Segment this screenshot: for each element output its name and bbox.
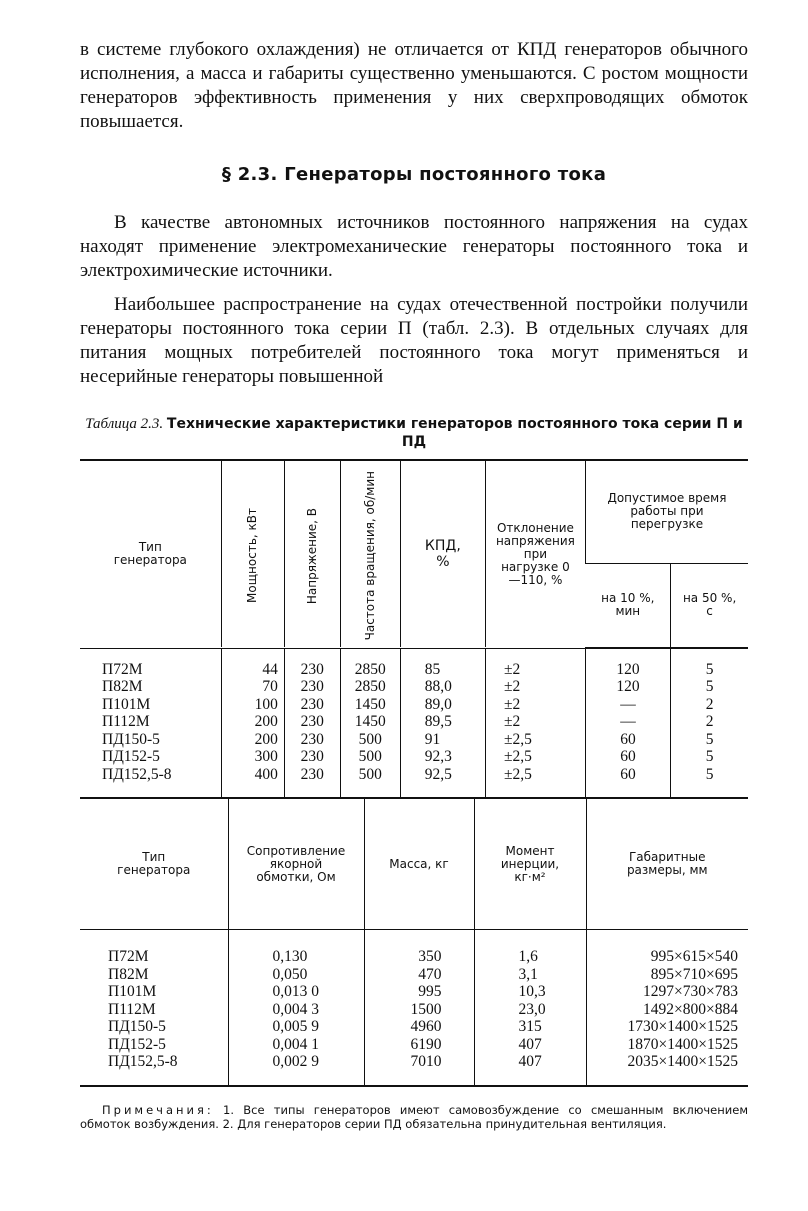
table-1-body <box>80 648 748 798</box>
t1-overload-10-cell: 120 <box>616 678 640 696</box>
t1-voltage-cell: 230 <box>300 713 324 731</box>
t1-type-cell: П112М <box>102 713 150 731</box>
col-type <box>80 648 221 798</box>
t1-efficiency-cell: 89,5 <box>424 713 452 731</box>
th-power: Мощность, кВт <box>221 460 284 647</box>
col-overload-10 <box>585 648 670 798</box>
table-caption <box>80 415 748 451</box>
t1-type-cell: ПД152-5 <box>102 748 160 766</box>
table-2-body <box>80 930 748 1086</box>
t2-resistance-cell: 0,004 1 <box>272 1035 319 1053</box>
t2-dimensions-cell: 2035×1400×1525 <box>627 1053 738 1071</box>
specs-table-1 <box>80 459 748 799</box>
t2-type-cell: П82М <box>108 965 149 983</box>
t1-overload-10-cell: 60 <box>620 765 636 783</box>
t2-mass-cell: 995 <box>418 983 442 1001</box>
th2-mass: Масса, кг <box>364 799 474 930</box>
t2-resistance-cell: 0,050 <box>272 965 308 983</box>
t1-voltage-cell: 230 <box>300 730 324 748</box>
t1-deviation-cell: ±2 <box>503 695 521 713</box>
intro-paragraph: в системе глубокого охлаждения) не отличается от КПД генераторов обычного исполнения, а масса и габариты существенно уменьшаются. С ростом мощности генераторов эффективность применения у них сверхпроводящих обмоток повышается. <box>80 39 748 132</box>
t1-power-cell: 200 <box>254 730 278 748</box>
t1-efficiency-cell: 92,5 <box>424 765 452 783</box>
t1-overload-50-cell: 5 <box>705 748 714 766</box>
note-label: Примечания: <box>102 1102 214 1117</box>
t1-voltage-cell: 230 <box>300 678 324 696</box>
t1-deviation-cell: ±2,5 <box>503 730 532 748</box>
th2-inertia: Момент инерции, кг·м² <box>474 799 586 930</box>
t2-dimensions-cell: 895×710×695 <box>650 965 738 983</box>
th-deviation: Отклонение напряжения при нагрузке 0—110, % <box>485 460 585 647</box>
note-text: 1. Все типы генераторов имеют самовозбуждение со смешанным включением обмоток возбуждения. 2. Для генераторов серии ПД обязательна принудительная вентиляция. <box>80 1102 748 1131</box>
table-note <box>80 1103 748 1131</box>
t2-dimensions-cell: 995×615×540 <box>650 948 738 966</box>
col-speed <box>340 648 400 798</box>
t2-dimensions-cell: 1492×800×884 <box>643 1000 738 1018</box>
t1-voltage-cell: 230 <box>300 695 324 713</box>
th2-dimensions: Габаритные размеры, мм <box>586 799 748 930</box>
t2-type-cell: ПД152,5-8 <box>108 1053 178 1071</box>
t1-efficiency-cell: 91 <box>424 730 441 748</box>
col-overload-50 <box>671 648 748 798</box>
t1-type-cell: П82М <box>102 678 143 696</box>
t2-mass-cell: 1500 <box>410 1000 442 1018</box>
col2-inertia <box>474 930 586 1086</box>
t1-efficiency-cell: 85 <box>424 660 441 678</box>
t1-power-cell: 44 <box>262 660 278 678</box>
t1-overload-10-cell: — <box>620 713 636 731</box>
t2-resistance-cell: 0,130 <box>272 948 308 966</box>
table-caption-label: Таблица 2.3. <box>85 416 164 432</box>
table-caption-title: Технические характеристики генераторов постоянного тока серии П и ПД <box>166 416 743 450</box>
t1-speed-cell: 2850 <box>354 660 386 678</box>
col2-resistance <box>228 930 364 1086</box>
t1-deviation-cell: ±2,5 <box>503 765 532 783</box>
t1-speed-cell: 500 <box>358 748 382 766</box>
t1-overload-50-cell: 2 <box>705 695 714 713</box>
t2-inertia-cell: 3,1 <box>518 965 538 983</box>
specs-table-2 <box>80 799 748 1087</box>
t2-mass-cell: 6190 <box>410 1035 442 1053</box>
col-efficiency <box>400 648 485 798</box>
t1-speed-cell: 1450 <box>354 713 386 731</box>
t2-mass-cell: 7010 <box>410 1053 442 1071</box>
t2-resistance-cell: 0,002 9 <box>272 1053 319 1071</box>
t1-power-cell: 100 <box>254 695 278 713</box>
th-type: Тип генератора <box>113 540 187 568</box>
t2-mass-cell: 470 <box>418 965 442 983</box>
t2-resistance-cell: 0,005 9 <box>272 1018 319 1036</box>
t1-overload-50-cell: 5 <box>705 730 714 748</box>
t1-type-cell: ПД152,5-8 <box>102 765 172 783</box>
t2-type-cell: П101М <box>108 983 157 1001</box>
t2-inertia-cell: 407 <box>518 1035 542 1053</box>
t1-type-cell: П72М <box>102 660 143 678</box>
th-overload-10: на 10 %, мин <box>585 563 670 647</box>
t2-inertia-cell: 407 <box>518 1053 542 1071</box>
t2-inertia-cell: 23,0 <box>518 1000 546 1018</box>
t1-overload-50-cell: 5 <box>705 765 714 783</box>
t1-voltage-cell: 230 <box>300 660 324 678</box>
t2-dimensions-cell: 1730×1400×1525 <box>627 1018 738 1036</box>
t1-power-cell: 400 <box>254 765 278 783</box>
col-voltage <box>284 648 340 798</box>
t1-voltage-cell: 230 <box>300 748 324 766</box>
t1-deviation-cell: ±2 <box>503 660 521 678</box>
t2-type-cell: ПД150-5 <box>108 1018 166 1036</box>
t2-resistance-cell: 0,004 3 <box>272 1000 319 1018</box>
section-heading: § 2.3. Генераторы постоянного тока <box>221 164 607 185</box>
th-overload-group: Допустимое время работы при перегрузке <box>585 460 748 563</box>
th-overload-50: на 50 %, с <box>671 563 748 647</box>
t1-power-cell: 200 <box>254 713 278 731</box>
t1-overload-10-cell: 120 <box>616 660 640 678</box>
t2-type-cell: ПД152-5 <box>108 1035 166 1053</box>
t1-speed-cell: 500 <box>358 730 382 748</box>
t1-deviation-cell: ±2 <box>503 678 521 696</box>
t1-speed-cell: 1450 <box>354 695 386 713</box>
t1-overload-10-cell: 60 <box>620 748 636 766</box>
t1-efficiency-cell: 89,0 <box>424 695 452 713</box>
col-deviation <box>485 648 585 798</box>
t1-power-cell: 300 <box>254 748 278 766</box>
paragraph-1: В качестве автономных источников постоянного напряжения на судах находят применение электромеханические генераторы постоянного тока и электрохимические источники. <box>80 212 748 281</box>
t1-overload-50-cell: 5 <box>705 660 714 678</box>
t1-deviation-cell: ±2,5 <box>503 748 532 766</box>
col2-mass <box>364 930 474 1086</box>
t1-overload-10-cell: — <box>620 695 636 713</box>
t1-voltage-cell: 230 <box>300 765 324 783</box>
th2-resistance: Сопротивление якорной обмотки, Ом <box>228 799 364 930</box>
col2-type <box>80 930 228 1086</box>
t2-dimensions-cell: 1870×1400×1525 <box>627 1035 738 1053</box>
th-efficiency: КПД, % <box>400 460 485 647</box>
t1-type-cell: ПД150-5 <box>102 730 160 748</box>
t1-efficiency-cell: 88,0 <box>424 678 452 696</box>
t1-efficiency-cell: 92,3 <box>424 748 452 766</box>
t1-power-cell: 70 <box>262 678 278 696</box>
t2-inertia-cell: 10,3 <box>518 983 546 1001</box>
t2-mass-cell: 350 <box>418 948 442 966</box>
t2-dimensions-cell: 1297×730×783 <box>643 983 738 1001</box>
paragraph-2: Наибольшее распространение на судах отечественной постройки получили генераторы постоянного тока серии П (табл. 2.3). В отдельных случаях для питания мощных потребителей постоянного тока могут применяться и несерийные генераторы повышенной <box>80 294 748 387</box>
t1-overload-50-cell: 5 <box>705 678 714 696</box>
t2-resistance-cell: 0,013 0 <box>272 983 319 1001</box>
t2-inertia-cell: 315 <box>518 1018 542 1036</box>
document-page <box>80 38 748 1142</box>
t2-mass-cell: 4960 <box>410 1018 442 1036</box>
th-voltage: Напряжение, В <box>284 460 340 647</box>
t2-type-cell: П112М <box>108 1000 156 1018</box>
col2-dimensions <box>586 930 748 1086</box>
t1-overload-50-cell: 2 <box>705 713 714 731</box>
col-power <box>221 648 284 798</box>
t2-type-cell: П72М <box>108 948 149 966</box>
t1-overload-10-cell: 60 <box>620 730 636 748</box>
t1-type-cell: П101М <box>102 695 151 713</box>
t1-speed-cell: 500 <box>358 765 382 783</box>
t2-inertia-cell: 1,6 <box>518 948 538 966</box>
th-speed: Частота вращения, об/мин <box>340 460 400 647</box>
t1-speed-cell: 2850 <box>354 678 386 696</box>
t1-deviation-cell: ±2 <box>503 713 521 731</box>
th2-type: Тип генератора <box>80 799 228 930</box>
